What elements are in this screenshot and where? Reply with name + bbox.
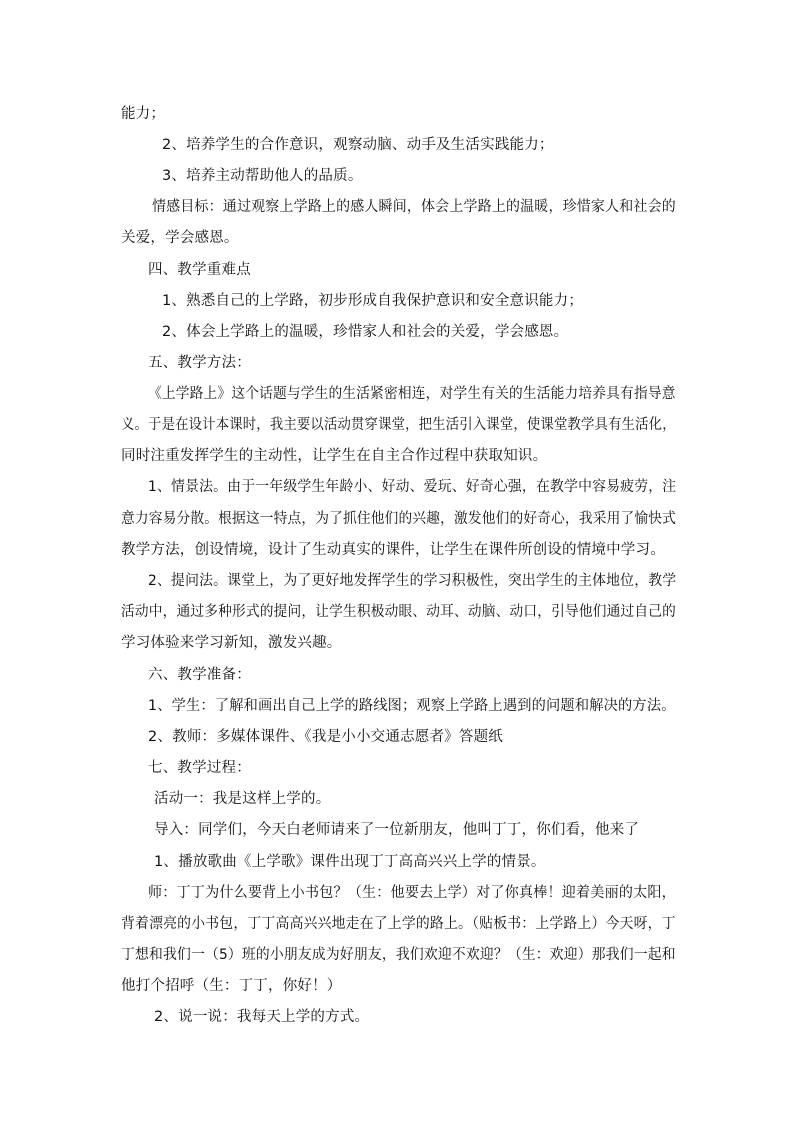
text-line: 活动中，通过多种形式的提问，让学生积极动眼、动耳、动脑、动口，引导他们通过自己的 [121,604,677,620]
text-line: 能力； [121,106,166,122]
text-line: 1、学生：了解和画出自己上学的路线图；观察上学路上遇到的问题和解决的方法。 [148,698,676,714]
text-line: 学习体验来学习新知，激发兴趣。 [121,635,342,651]
text-line: 《上学路上》这个话题与学生的生活紧密相连，对学生有关的生活能力培养具有指导意 [148,386,676,402]
text-line: 情感目标：通过观察上学路上的感人瞬间，体会上学路上的温暖，珍惜家人和社会的 [152,199,676,215]
text-line: 2、教师：多媒体课件、《我是小小交通志愿者》答题纸 [148,729,503,745]
text-line: 意力容易分散。根据这一特点，为了抓住他们的兴趣，激发他们的好奇心，我采用了愉快式 [121,511,677,527]
text-line: 2、体会上学路上的温暖，珍惜家人和社会的关爱，学会感恩。 [162,324,569,340]
text-line: 1、播放歌曲《上学歌》课件出现丁丁高高兴兴上学的情景。 [154,854,546,870]
text-line: 义。于是在设计本课时，我主要以活动贯穿课堂，把生活引入课堂，使课堂教学具有生活化， [121,417,676,433]
text-line: 2、培养学生的合作意识，观察动脑、动手及生活实践能力； [162,137,554,153]
text-line: 关爱，学会感恩。 [121,230,239,246]
section-heading: 六、教学准备： [148,667,251,683]
text-line: 1、情景法。由于一年级学生年龄小、好动、爱玩、好奇心强，在教学中容易疲劳，注 [148,479,677,495]
text-line: 丁想和我们一（5）班的小朋友成为好朋友，我们欢迎不欢迎？（生：欢迎）那我们一起和 [121,947,676,963]
text-line: 1、熟悉自己的上学路，初步形成自我保护意识和安全意识能力； [162,293,584,309]
text-line: 背着漂亮的小书包，丁丁高高兴兴地走在了上学的路上。（贴板书：上学路上）今天呀，丁 [121,916,676,932]
text-line: 师：丁丁为什么要背上小书包？（生：他要去上学）对了你真棒！迎着美丽的太阳， [148,885,676,901]
text-line: 他打个招呼（生：丁丁，你好！） [121,978,342,994]
text-line: 活动一：我是这样上学的。 [154,791,331,807]
section-heading: 四、教学重难点 [148,262,251,278]
text-line: 2、提问法。课堂上，为了更好地发挥学生的学习积极性，突出学生的主体地位，教学 [148,573,677,589]
text-line: 导入：同学们，今天白老师请来了一位新朋友，他叫丁丁，你们看，他来了 [154,822,640,838]
text-line: 3、培养主动帮助他人的品质。 [162,168,363,184]
section-heading: 七、教学过程： [148,760,251,776]
section-heading: 五、教学方法： [148,355,251,371]
text-line: 同时注重发挥学生的主动性，让学生在自主合作过程中获取知识。 [121,448,548,464]
text-line: 教学方法，创设情境，设计了生动真实的课件，让学生在课件所创设的情境中学习。 [121,542,665,558]
text-line: 2、说一说：我每天上学的方式。 [154,1009,370,1025]
